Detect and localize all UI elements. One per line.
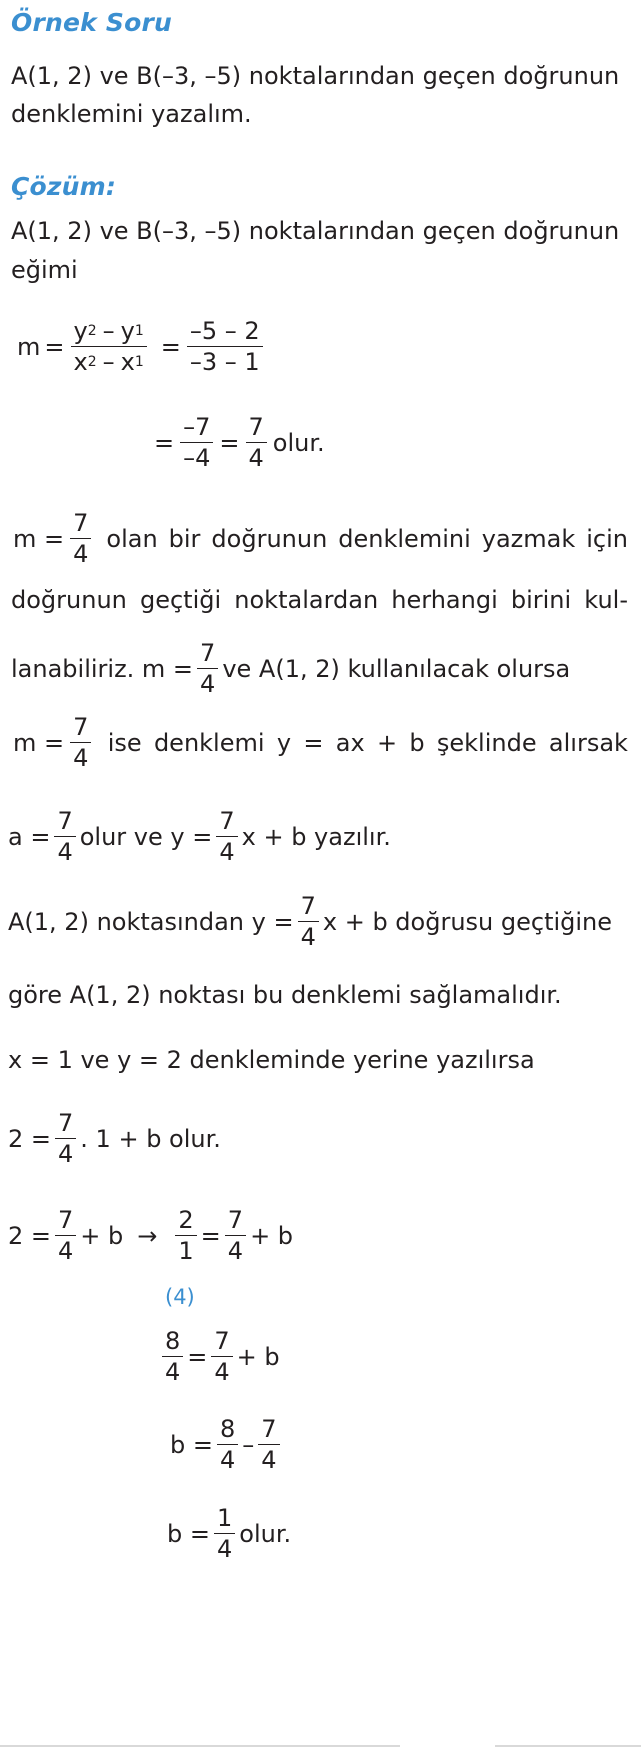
equation-2: 2 = $\frac{7}{4}$ + b → $\frac{2}{1}$ = $\frac{7}{4}$ + b [8, 1206, 294, 1265]
slope-general-denominator: x 2 – x 1 [73, 348, 144, 376]
paragraph-line-1: m = $\frac{7}{4}$ olan bir doğrunun denklemini yazmak için [13, 509, 628, 568]
example-heading: Örnek Soru [11, 8, 172, 37]
eq5-fraction: $\frac{1}{4}$ [214, 1503, 235, 1564]
eq3-fraction-1: $\frac{8}{4}$ [162, 1326, 183, 1387]
paragraph-line-2: doğrunun geçtiği noktalardan herhangi birini kul- [11, 586, 628, 614]
example-text-line-1: A(1, 2) ve B(–3, –5) noktalarından geçen doğrunun [11, 62, 620, 90]
p3-fraction: $\frac{7}{4}$ [197, 638, 218, 699]
bottom-divider [0, 1745, 400, 1747]
paragraph-line-7: göre A(1, 2) noktası bu denklemi sağlamalıdır. [8, 981, 562, 1009]
expansion-factor: (4) [165, 1285, 195, 1309]
solution-heading: Çözüm: [11, 172, 117, 201]
eq3-fraction-2: $\frac{7}{4}$ [211, 1326, 232, 1387]
paragraph-line-4: m = $\frac{7}{4}$ ise denklemi y = ax + b şeklinde alırsak [13, 713, 628, 772]
solution-text-line-2: eğimi [11, 256, 78, 284]
eq2-fraction-3: $\frac{7}{4}$ [225, 1205, 246, 1266]
p6-fraction: $\frac{7}{4}$ [298, 891, 319, 952]
equation-5: b = $\frac{1}{4}$ olur. [167, 1504, 292, 1563]
slope-result: = $\frac{-7}{-4}$ = $\frac{7}{4}$ olur. [154, 413, 325, 472]
equation-4: b = $\frac{8}{4}$ – $\frac{7}{4}$ [170, 1414, 284, 1475]
solution-text-line-1: A(1, 2) ve B(–3, –5) noktalarından geçen doğrunun [11, 217, 620, 245]
eq2-fraction-2: $\frac{2}{1}$ [175, 1205, 196, 1266]
slope-general-numerator: y 2 – y 1 [73, 317, 144, 345]
slope-equals-2: = [160, 332, 181, 361]
eq4-fraction-1: $\frac{8}{4}$ [217, 1414, 238, 1475]
slope-equals: = [44, 332, 65, 361]
example-text-line-2: denklemini yazalım. [11, 100, 252, 128]
equation-1: 2 = $\frac{7}{4}$ . 1 + b olur. [8, 1109, 221, 1168]
arrow-icon: → [137, 1221, 158, 1250]
bottom-divider-right [495, 1745, 641, 1747]
eq1-fraction: $\frac{7}{4}$ [55, 1108, 76, 1169]
eq2-fraction-1: $\frac{7}{4}$ [55, 1205, 76, 1266]
p5-fraction-1: $\frac{7}{4}$ [54, 806, 75, 867]
slope-formula [15, 316, 267, 377]
slope-general-fraction [71, 316, 147, 377]
equation-3: $\frac{8}{4}$ = $\frac{7}{4}$ + b [158, 1326, 280, 1387]
paragraph-line-5: a = $\frac{7}{4}$ olur ve y = $\frac{7}{4}$ x + b yazılır. [8, 807, 391, 866]
p4-fraction: $\frac{7}{4}$ [70, 712, 91, 773]
p5-fraction-2: $\frac{7}{4}$ [216, 806, 237, 867]
slope-final-fraction: $\frac{7}{4}$ [246, 412, 267, 473]
slope-values-fraction: $\frac{-5 - 2}{-3 - 1}$ [187, 316, 263, 377]
paragraph-line-3: lanabiliriz. m = $\frac{7}{4}$ ve A(1, 2) kullanılacak olursa [11, 639, 571, 698]
slope-neg-fraction: $\frac{-7}{-4}$ [180, 412, 213, 473]
paragraph-line-8: x = 1 ve y = 2 denkleminde yerine yazılırsa [8, 1046, 535, 1074]
eq4-fraction-2: $\frac{7}{4}$ [258, 1414, 279, 1475]
p1-fraction: $\frac{7}{4}$ [70, 508, 91, 569]
paragraph-line-6: A(1, 2) noktasından y = $\frac{7}{4}$ x + b doğrusu geçtiğine [8, 892, 613, 951]
slope-m: m [17, 332, 41, 361]
